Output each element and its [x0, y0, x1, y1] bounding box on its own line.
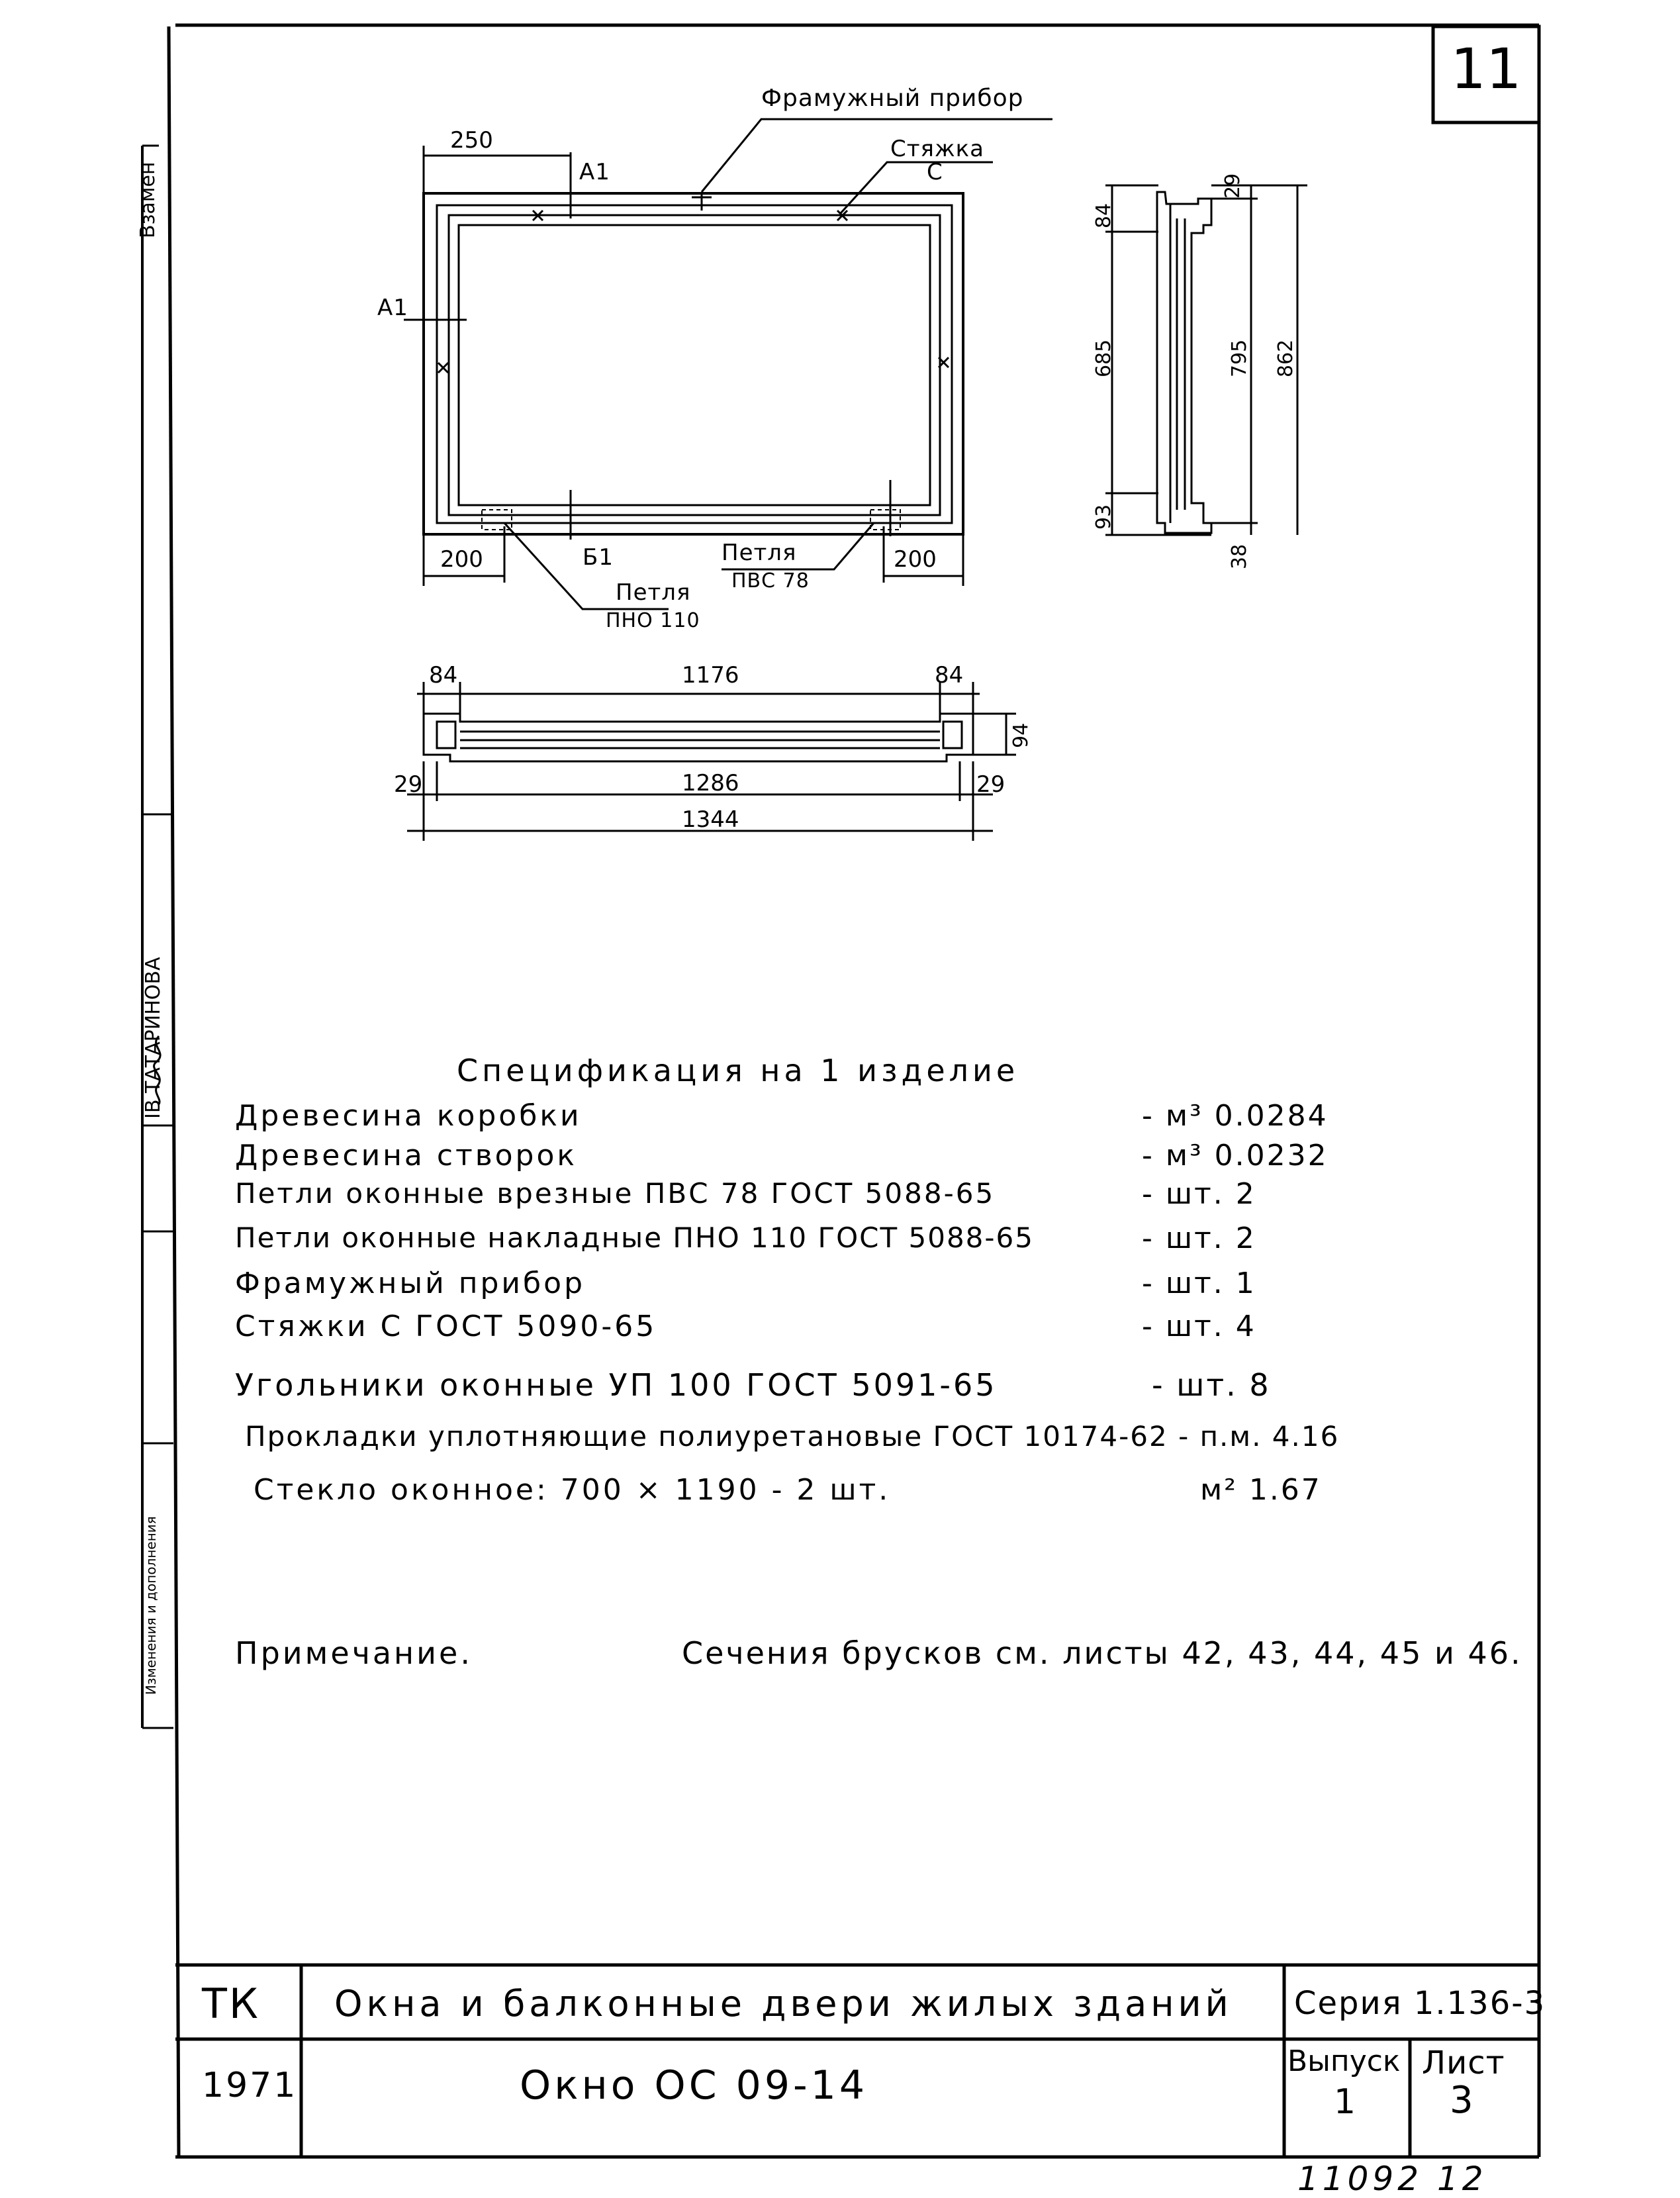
- spec-list: [235, 1099, 1493, 1576]
- section-a1-top: A1: [579, 159, 610, 185]
- sheet-number: 11: [1450, 36, 1522, 101]
- dim-side-685: 685: [1092, 339, 1115, 377]
- dim-plan-29-left: 29: [394, 771, 423, 798]
- dim-plan-84-left: 84: [429, 662, 458, 689]
- spec-row: [235, 1310, 1426, 1349]
- title-drawing: Окно ОС 09-14: [520, 2062, 868, 2109]
- spec-item-name: Прокладки уплотняющие полиуретановые ГОСТ 10174-62 - п.м. 4.16: [245, 1420, 1340, 1453]
- spec-item-value: - шт. 4: [1142, 1310, 1256, 1343]
- spec-item-value: - м³ 0.0284: [1142, 1099, 1329, 1133]
- note-text: Сечения брусков см. листы 42, 43, 44, 45 и 46.: [682, 1635, 1522, 1671]
- label-hinge-pno-code: ПНО 110: [606, 609, 700, 632]
- section-b1: Б1: [583, 544, 614, 571]
- stamp-top-fragment: Взамен: [136, 162, 160, 238]
- spec-title: Спецификация на 1 изделие: [457, 1053, 1019, 1088]
- section-a1-left: A1: [377, 295, 408, 321]
- title-year: 1971: [202, 2066, 298, 2105]
- dim-side-29: 29: [1221, 173, 1244, 199]
- spec-item-value: - шт. 8: [1152, 1367, 1271, 1403]
- title-sheet-label: Лист: [1422, 2044, 1505, 2081]
- dim-side-38: 38: [1228, 544, 1251, 569]
- dim-200-right: 200: [894, 546, 937, 573]
- spec-row: [235, 1099, 1426, 1139]
- label-tie-letter: С: [927, 159, 943, 185]
- elevation-frame: [404, 119, 1052, 609]
- label-hinge-pno: Петля: [616, 579, 691, 606]
- stamp-bottom-fragment: Изменения и дополнения: [143, 1516, 159, 1695]
- spec-item-name: Петли оконные врезные ПВС 78 ГОСТ 5088-65: [235, 1177, 996, 1210]
- dim-200-left: 200: [440, 546, 483, 573]
- spec-row: [235, 1177, 1426, 1217]
- spec-row: [254, 1473, 1445, 1513]
- spec-item-value: - шт. 1: [1142, 1266, 1256, 1300]
- dim-side-84: 84: [1092, 203, 1115, 228]
- title-project: Окна и балконные двери жилых зданий: [334, 1983, 1233, 2025]
- dim-plan-29-right: 29: [976, 771, 1005, 798]
- dim-side-93: 93: [1092, 504, 1115, 530]
- dim-plan-84-right: 84: [935, 662, 964, 689]
- spec-item-name: Стекло оконное: 700 × 1190 - 2 шт.: [254, 1473, 891, 1507]
- spec-item-name: Древесина створок: [235, 1139, 577, 1172]
- title-sheet-value: 3: [1450, 2079, 1475, 2122]
- spec-row: [235, 1139, 1426, 1178]
- stamp-signature-name: IB ТАТАРИНОВА: [142, 957, 165, 1119]
- spec-item-value: - м³ 0.0232: [1142, 1139, 1329, 1172]
- dim-plan-1344: 1344: [682, 806, 739, 833]
- spec-item-value: м² 1.67: [1200, 1473, 1322, 1507]
- label-tie: Стяжка: [890, 136, 984, 162]
- spec-item-name: Фрамужный прибор: [235, 1266, 586, 1300]
- dim-plan-94: 94: [1009, 722, 1033, 748]
- spec-item-name: Петли оконные накладные ПНО 110 ГОСТ 5088-65: [235, 1221, 1034, 1254]
- spec-item-name: Стяжки С ГОСТ 5090-65: [235, 1310, 657, 1343]
- dim-plan-1176: 1176: [682, 662, 739, 689]
- title-issue-label: Выпуск: [1287, 2044, 1401, 2078]
- dim-side-862: 862: [1274, 339, 1297, 377]
- title-issue-value: 1: [1334, 2082, 1358, 2122]
- title-series: Серия 1.136-3: [1294, 1985, 1546, 2022]
- spec-item-value: - шт. 2: [1142, 1177, 1256, 1211]
- spec-item-value: - шт. 2: [1142, 1221, 1256, 1255]
- label-hinge-pvs: Петля: [722, 540, 797, 566]
- archive-number: 11092 12: [1297, 2160, 1487, 2198]
- dim-250: 250: [450, 127, 493, 154]
- spec-item-name: Угольники оконные УП 100 ГОСТ 5091-65: [235, 1367, 998, 1403]
- spec-row: [235, 1221, 1426, 1261]
- handwritten-signature: [146, 1033, 172, 1106]
- label-transom-device: Фрамужный прибор: [761, 85, 1024, 112]
- spec-item-name: Древесина коробки: [235, 1099, 582, 1133]
- spec-row: [235, 1266, 1426, 1306]
- title-org: ТК: [202, 1980, 260, 2028]
- spec-row: [235, 1367, 1426, 1407]
- spec-row: [245, 1420, 1436, 1460]
- dim-plan-1286: 1286: [682, 770, 739, 796]
- label-hinge-pvs-code: ПВС 78: [731, 569, 810, 593]
- note-label: Примечание.: [235, 1635, 473, 1671]
- dim-side-795: 795: [1228, 339, 1251, 377]
